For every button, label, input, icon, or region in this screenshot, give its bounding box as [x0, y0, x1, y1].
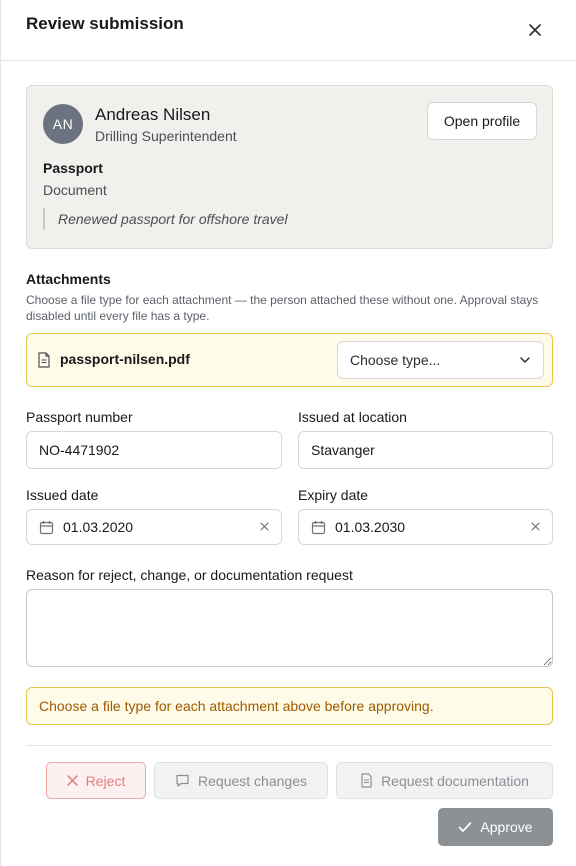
request-changes-button[interactable]	[154, 762, 328, 799]
page-title: Review submission	[26, 14, 184, 33]
request-documentation-label: Request documentation	[381, 772, 529, 789]
request-changes-label: Request changes	[198, 772, 307, 789]
calendar-icon	[311, 520, 326, 535]
passport-number-label: Passport number	[26, 409, 133, 425]
reject-label: Reject	[85, 772, 126, 789]
close-icon	[67, 775, 78, 786]
close-button[interactable]	[523, 18, 547, 42]
document-title: Passport	[43, 160, 103, 176]
person-name: Andreas Nilsen	[95, 105, 211, 124]
issued-date-value: 01.03.2020	[63, 519, 134, 535]
attachment-type-placeholder: Choose type...	[350, 352, 441, 368]
attachment-row	[26, 333, 553, 387]
attachment-file-name: passport-nilsen.pdf	[60, 351, 190, 367]
calendar-icon	[39, 520, 54, 535]
attachment-type-select[interactable]	[337, 341, 544, 379]
divider	[26, 745, 553, 746]
reason-label: Reason for reject, change, or documentation request	[26, 567, 353, 583]
panel-header	[1, 0, 576, 61]
request-documentation-button[interactable]	[336, 762, 553, 799]
expiry-date-label: Expiry date	[298, 487, 369, 503]
issued-date-input[interactable]	[26, 509, 282, 545]
attachments-heading: Attachments	[26, 271, 111, 287]
clear-date-icon[interactable]	[260, 522, 269, 531]
reason-textarea[interactable]	[26, 589, 553, 667]
reject-button[interactable]	[46, 762, 146, 799]
issued-date-label: Issued date	[26, 487, 99, 503]
attachments-help: Choose a file type for each attachment — the person attached these without one. Approval stays disabled until every file has a type.	[26, 293, 539, 323]
passport-number-input[interactable]: NO-4471902	[26, 431, 282, 469]
file-icon	[37, 352, 51, 368]
submission-note: Renewed passport for offshore travel	[43, 208, 288, 230]
issued-location-label: Issued at location	[298, 409, 407, 425]
close-icon	[529, 24, 541, 36]
document-kind: Document	[43, 182, 107, 198]
approve-button[interactable]	[438, 808, 553, 846]
submission-card	[26, 85, 553, 249]
clear-date-icon[interactable]	[531, 522, 540, 531]
approve-label: Approve	[480, 819, 533, 835]
open-profile-button[interactable]: Open profile	[427, 102, 537, 140]
person-role: Drilling Superintendent	[95, 128, 237, 144]
approval-warning: Choose a file type for each attachment above before approving.	[26, 687, 553, 725]
check-icon	[458, 821, 472, 833]
expiry-date-input[interactable]	[298, 509, 553, 545]
message-icon	[175, 773, 190, 788]
avatar: AN	[43, 104, 83, 144]
file-icon	[360, 773, 373, 788]
chevron-down-icon	[519, 354, 531, 366]
issued-location-input[interactable]: Stavanger	[298, 431, 553, 469]
expiry-date-value: 01.03.2030	[335, 519, 406, 535]
